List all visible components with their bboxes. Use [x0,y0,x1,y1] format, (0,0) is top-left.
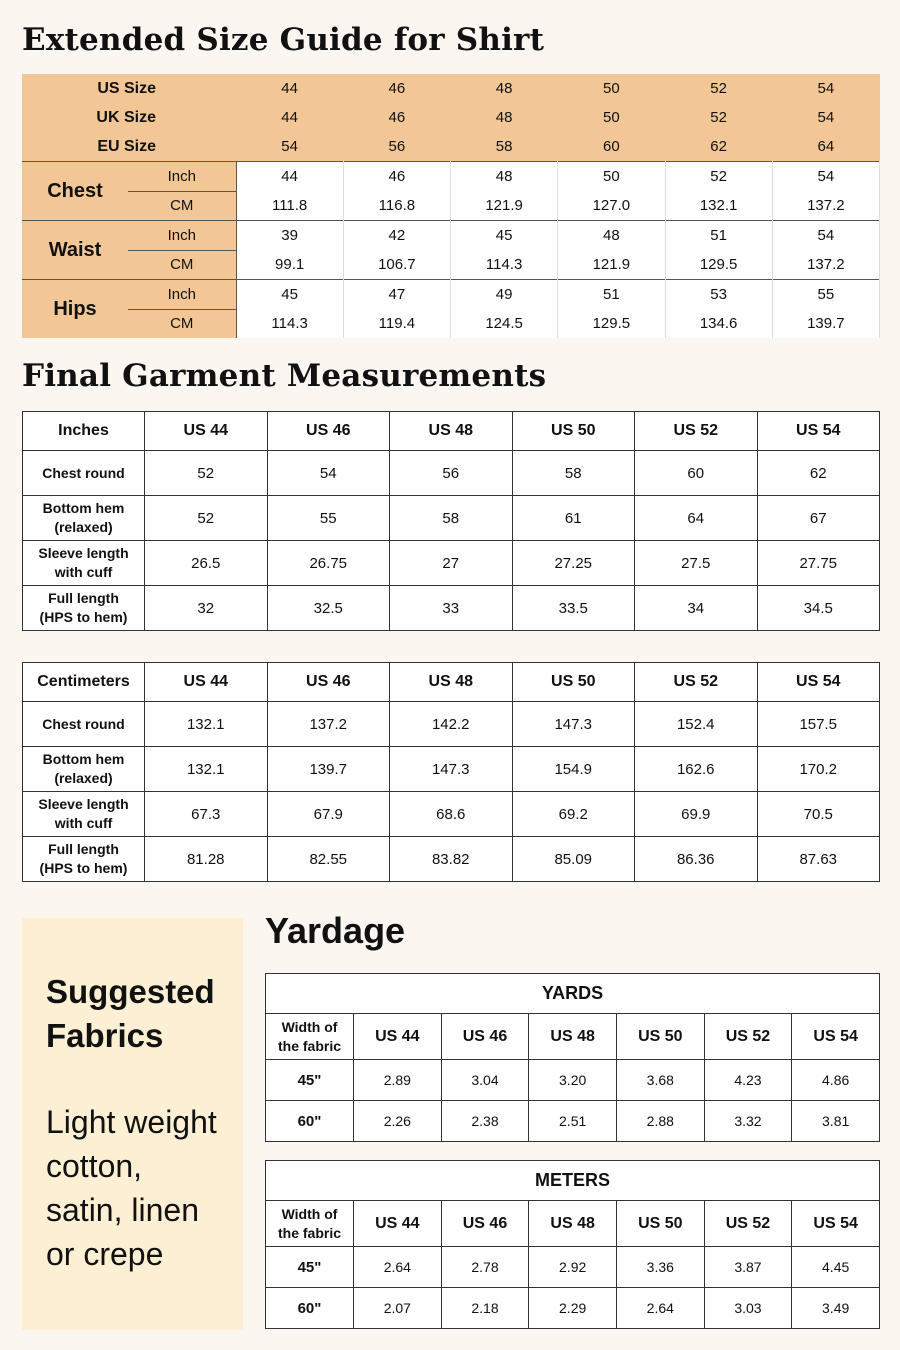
measure-cell: 44 [236,162,343,192]
corner-line: the fabric [277,1224,341,1241]
us-size-label: US Size [22,74,236,103]
column-header: US 54 [757,663,880,702]
table-corner-label: Inches [23,412,145,451]
row-label [23,451,145,496]
table-cell: 62 [757,451,880,496]
measure-cell: 116.8 [343,191,450,221]
table-cell: 86.36 [635,837,758,882]
garment-title: Final Garment Measurements [22,358,547,394]
table-cell: 68.6 [390,792,513,837]
table-cell: 61 [512,496,635,541]
row-label-line: with cuff [54,815,113,831]
column-header: US 54 [757,412,880,451]
fabrics-title-line: Fabrics [46,1017,164,1054]
column-header: US 48 [390,412,513,451]
measure-cell: 114.3 [236,309,343,338]
hips-inch-row [22,280,880,310]
size-cell: 58 [451,132,558,162]
table-cell: 157.5 [757,702,880,747]
column-header: US 52 [704,1201,792,1247]
measure-cell: 48 [451,162,558,192]
table-cell: 2.64 [616,1288,704,1329]
table-cell: 4.45 [792,1247,880,1288]
table-cell: 27.25 [512,541,635,586]
table-cell: 2.18 [441,1288,529,1329]
table-cell: 27.75 [757,541,880,586]
measure-cell: 111.8 [236,191,343,221]
table-cell: 26.75 [267,541,390,586]
table-cell: 3.20 [529,1060,617,1101]
chest-label: Chest [22,162,128,221]
column-header: US 52 [704,1014,792,1060]
table-cell: 3.87 [704,1247,792,1288]
table-title-row [266,974,880,1014]
hips-cm-row [22,309,880,338]
fabrics-text-line: or crepe [46,1236,164,1272]
table-cell: 137.2 [267,702,390,747]
table-cell: 2.78 [441,1247,529,1288]
garment-inches-table [22,411,880,631]
column-header: US 50 [616,1201,704,1247]
fabrics-text-line: Light weight [46,1104,217,1140]
table-cell: 33.5 [512,586,635,631]
row-label [23,586,145,631]
table-cell: 67 [757,496,880,541]
measure-cell: 134.6 [665,309,772,338]
row-label-line: (HPS to hem) [39,609,128,625]
chest-cm-row [22,191,880,221]
table-cell: 152.4 [635,702,758,747]
row-label-line: (relaxed) [54,770,113,786]
us-size-row [22,74,880,103]
fabrics-text-line: satin, linen [46,1192,199,1228]
table-corner-label [266,1014,354,1060]
table-row [23,837,880,882]
size-cell: 50 [558,74,665,103]
row-label-line: Bottom hem [42,751,125,767]
cm-unit-label: CM [128,309,236,338]
table-header-row [266,1014,880,1060]
table-cell: 147.3 [512,702,635,747]
measure-cell: 39 [236,221,343,251]
table-cell: 3.36 [616,1247,704,1288]
table-title-row [266,1161,880,1201]
table-row [266,1101,880,1142]
row-label-line: Chest round [42,715,125,732]
table-cell: 26.5 [145,541,268,586]
table-cell: 87.63 [757,837,880,882]
table-cell: 56 [390,451,513,496]
table-cell: 32 [145,586,268,631]
row-label-line: Bottom hem [42,500,125,516]
table-cell: 2.89 [354,1060,442,1101]
row-label-line: Full length [48,590,119,606]
table-cell: 3.68 [616,1060,704,1101]
size-cell: 54 [236,132,343,162]
column-header: US 50 [512,663,635,702]
column-header: US 48 [529,1014,617,1060]
measure-cell: 127.0 [558,191,665,221]
meters-table-title: METERS [266,1161,880,1201]
column-header: US 44 [145,663,268,702]
table-cell: 3.81 [792,1101,880,1142]
measure-cell: 45 [451,221,558,251]
row-label-line: (relaxed) [54,519,113,535]
table-row [23,702,880,747]
table-cell: 2.26 [354,1101,442,1142]
table-cell: 3.03 [704,1288,792,1329]
table-cell: 82.55 [267,837,390,882]
size-cell: 54 [772,103,879,132]
fabrics-description [46,1100,241,1276]
measure-cell: 124.5 [451,309,558,338]
table-cell: 147.3 [390,747,513,792]
table-cell: 55 [267,496,390,541]
measure-cell: 137.2 [772,250,879,280]
eu-size-row [22,132,880,162]
row-label: 45" [266,1247,354,1288]
measure-cell: 119.4 [343,309,450,338]
measure-cell: 42 [343,221,450,251]
row-label [23,747,145,792]
corner-line: Width of [281,1205,338,1222]
fabrics-title-line: Suggested [46,973,215,1010]
table-cell: 154.9 [512,747,635,792]
row-label [23,496,145,541]
measure-cell: 50 [558,162,665,192]
measure-cell: 52 [665,162,772,192]
cm-unit-label: CM [128,191,236,221]
size-guide-title: Extended Size Guide for Shirt [22,22,545,58]
column-header: US 44 [145,412,268,451]
column-header: US 44 [354,1201,442,1247]
yards-table [265,973,880,1142]
table-cell: 4.86 [792,1060,880,1101]
size-cell: 56 [343,132,450,162]
table-cell: 60 [635,451,758,496]
size-cell: 46 [343,74,450,103]
table-cell: 70.5 [757,792,880,837]
table-cell: 2.64 [354,1247,442,1288]
measure-cell: 99.1 [236,250,343,280]
table-cell: 4.23 [704,1060,792,1101]
hips-label: Hips [22,280,128,339]
table-cell: 2.07 [354,1288,442,1329]
table-cell: 32.5 [267,586,390,631]
table-row [266,1247,880,1288]
measure-cell: 132.1 [665,191,772,221]
meters-table [265,1160,880,1329]
chest-inch-row [22,162,880,192]
column-header: US 52 [635,412,758,451]
table-cell: 34 [635,586,758,631]
table-cell: 2.92 [529,1247,617,1288]
measure-cell: 53 [665,280,772,310]
measure-cell: 121.9 [558,250,665,280]
table-cell: 3.32 [704,1101,792,1142]
row-label [23,837,145,882]
table-cell: 132.1 [145,702,268,747]
size-cell: 62 [665,132,772,162]
size-cell: 60 [558,132,665,162]
table-cell: 170.2 [757,747,880,792]
measure-cell: 48 [558,221,665,251]
table-cell: 3.49 [792,1288,880,1329]
row-label-line: Chest round [42,464,125,481]
fabrics-title [46,970,236,1058]
row-label [23,702,145,747]
table-cell: 132.1 [145,747,268,792]
table-cell: 58 [512,451,635,496]
suggested-fabrics-panel [22,918,243,1330]
table-row [23,496,880,541]
row-label: 60" [266,1288,354,1329]
row-label: 60" [266,1101,354,1142]
table-cell: 67.9 [267,792,390,837]
table-header-row [23,663,880,702]
table-row [23,586,880,631]
row-label-line: Sleeve length [38,545,129,561]
measure-cell: 106.7 [343,250,450,280]
table-cell: 85.09 [512,837,635,882]
column-header: US 46 [267,412,390,451]
table-cell: 69.2 [512,792,635,837]
measure-cell: 46 [343,162,450,192]
measure-cell: 51 [558,280,665,310]
table-header-row [23,412,880,451]
measure-cell: 47 [343,280,450,310]
measure-cell: 114.3 [451,250,558,280]
measure-cell: 54 [772,221,879,251]
size-cell: 64 [772,132,879,162]
size-cell: 44 [236,74,343,103]
table-corner-label [266,1201,354,1247]
table-row [266,1288,880,1329]
table-cell: 69.9 [635,792,758,837]
measure-cell: 121.9 [451,191,558,221]
fabrics-text-line: cotton, [46,1148,143,1184]
table-cell: 2.88 [616,1101,704,1142]
table-row [266,1060,880,1101]
measure-cell: 45 [236,280,343,310]
table-cell: 139.7 [267,747,390,792]
table-header-row [266,1201,880,1247]
uk-size-label: UK Size [22,103,236,132]
measure-cell: 54 [772,162,879,192]
table-cell: 2.38 [441,1101,529,1142]
inch-unit-label: Inch [128,162,236,192]
table-cell: 67.3 [145,792,268,837]
column-header: US 52 [635,663,758,702]
table-cell: 54 [267,451,390,496]
table-corner-label: Centimeters [23,663,145,702]
row-label-line: (HPS to hem) [39,860,128,876]
uk-size-row [22,103,880,132]
table-cell: 34.5 [757,586,880,631]
column-header: US 48 [529,1201,617,1247]
size-cell: 44 [236,103,343,132]
measure-cell: 139.7 [772,309,879,338]
yardage-title: Yardage [265,910,406,951]
corner-line: Width of [281,1018,338,1035]
column-header: US 46 [441,1201,529,1247]
cm-unit-label: CM [128,250,236,280]
column-header: US 50 [616,1014,704,1060]
measure-cell: 129.5 [665,250,772,280]
table-cell: 83.82 [390,837,513,882]
corner-line: the fabric [277,1037,341,1054]
measure-cell: 55 [772,280,879,310]
table-cell: 3.04 [441,1060,529,1101]
eu-size-label: EU Size [22,132,236,162]
column-header: US 46 [441,1014,529,1060]
column-header: US 50 [512,412,635,451]
table-row [23,541,880,586]
row-label [23,541,145,586]
row-label-line: Sleeve length [38,796,129,812]
row-label-line: with cuff [54,564,113,580]
waist-inch-row [22,221,880,251]
table-cell: 162.6 [635,747,758,792]
measure-cell: 129.5 [558,309,665,338]
table-cell: 2.29 [529,1288,617,1329]
size-cell: 52 [665,74,772,103]
column-header: US 46 [267,663,390,702]
table-row [23,747,880,792]
table-row [23,792,880,837]
column-header: US 44 [354,1014,442,1060]
column-header: US 54 [792,1201,880,1247]
size-cell: 48 [451,103,558,132]
table-cell: 27 [390,541,513,586]
garment-centimeters-table [22,662,880,882]
row-label: 45" [266,1060,354,1101]
size-guide-table [22,74,880,338]
measure-cell: 51 [665,221,772,251]
measure-cell: 49 [451,280,558,310]
inch-unit-label: Inch [128,221,236,251]
row-label-line: Full length [48,841,119,857]
table-cell: 52 [145,451,268,496]
size-cell: 52 [665,103,772,132]
table-cell: 142.2 [390,702,513,747]
table-cell: 27.5 [635,541,758,586]
table-cell: 81.28 [145,837,268,882]
size-cell: 48 [451,74,558,103]
yards-table-title: YARDS [266,974,880,1014]
table-cell: 64 [635,496,758,541]
waist-label: Waist [22,221,128,280]
table-cell: 33 [390,586,513,631]
waist-cm-row [22,250,880,280]
table-cell: 2.51 [529,1101,617,1142]
row-label [23,792,145,837]
size-cell: 50 [558,103,665,132]
size-cell: 46 [343,103,450,132]
table-cell: 58 [390,496,513,541]
column-header: US 48 [390,663,513,702]
table-cell: 52 [145,496,268,541]
column-header: US 54 [792,1014,880,1060]
measure-cell: 137.2 [772,191,879,221]
table-row [23,451,880,496]
inch-unit-label: Inch [128,280,236,310]
size-cell: 54 [772,74,879,103]
